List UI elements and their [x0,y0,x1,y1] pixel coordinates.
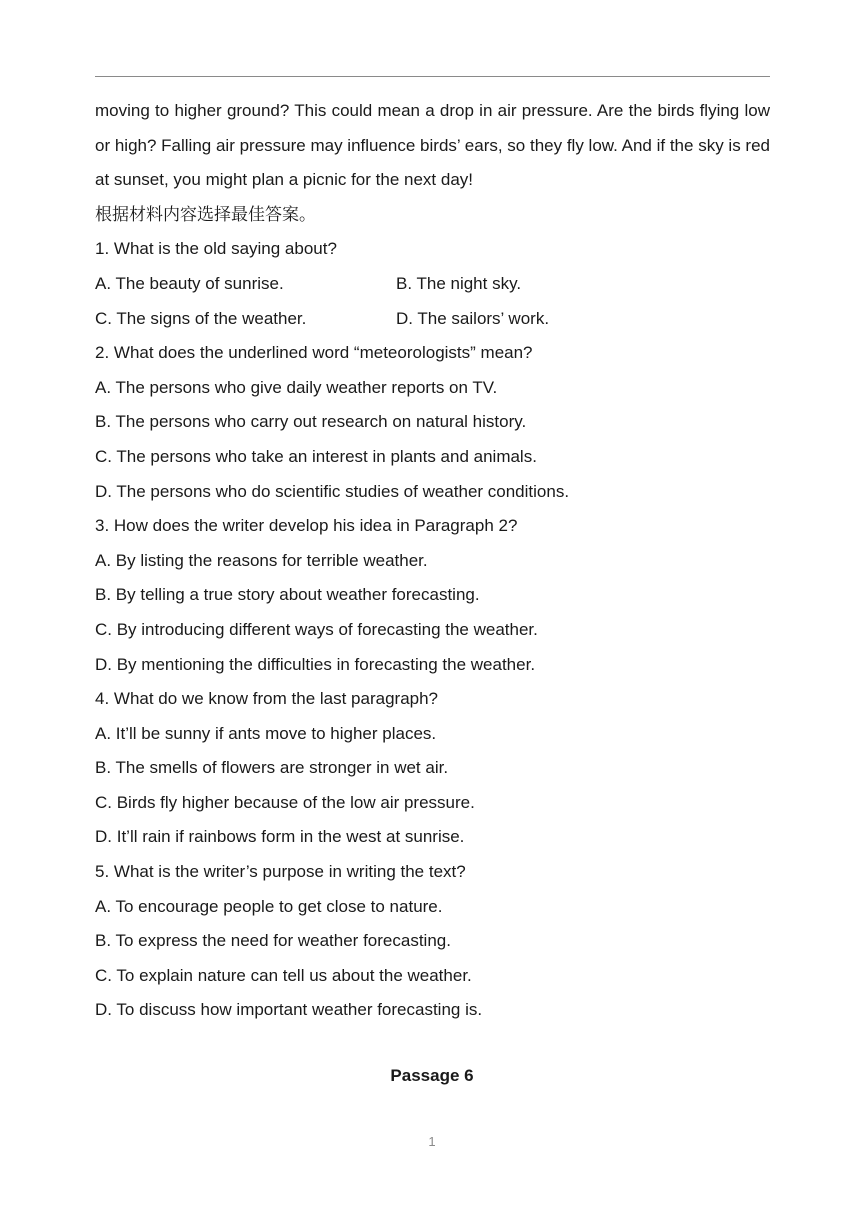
instruction-text: 根据材料内容选择最佳答案。 [95,204,316,224]
option-c: C. To explain nature can tell us about the weather. [95,965,472,985]
question-stem: 5. What is the writer’s purpose in writing the text? [95,862,466,882]
option-a: A. It’ll be sunny if ants move to higher places. [95,723,437,743]
option-c: C. By introducing different ways of forecasting the weather. [95,619,538,639]
option-c: C. Birds fly higher because of the low air pressure. [95,792,475,812]
question-3 [95,509,770,682]
question-stem: 1. What is the old saying about? [95,239,337,259]
question-1 [95,232,770,336]
option-d: D. To discuss how important weather forecasting is. [95,1000,483,1020]
question-stem: 2. What does the underlined word “meteorologists” mean? [95,343,533,363]
question-5 [95,855,770,1028]
question-2 [95,336,770,509]
question-4 [95,682,770,855]
option-c: C. The persons who take an interest in plants and animals. [95,446,537,466]
option-b: B. To express the need for weather forecasting. [95,931,451,951]
option-d: D. The sailors’ work. [396,308,550,328]
option-d: D. It’ll rain if rainbows form in the west at sunrise. [95,827,465,847]
option-a: A. The persons who give daily weather reports on TV. [95,377,498,397]
option-b: B. The night sky. [396,273,522,293]
option-a: A. The beauty of sunrise. [95,273,284,293]
option-a: A. By listing the reasons for terrible weather. [95,550,428,570]
question-stem: 3. How does the writer develop his idea in Paragraph 2? [95,516,518,536]
document-body [95,94,770,1028]
question-stem: 4. What do we know from the last paragraph? [95,689,439,709]
option-a: A. To encourage people to get close to nature. [95,896,443,916]
option-c: C. The signs of the weather. [95,308,307,328]
passage-continuation: moving to higher ground? This could mean a drop in air pressure. Are the birds flying low or high? Falling air pressure may influence birds’ ears, so they fly low. And if the sky is red at sunset, you might plan a picnic for the next day! [95,101,770,190]
page-number: 1 [428,1134,436,1149]
option-b: B. By telling a true story about weather forecasting. [95,585,480,605]
option-d: D. The persons who do scientific studies of weather conditions. [95,481,570,501]
option-row [95,302,770,337]
option-b: B. The persons who carry out research on natural history. [95,412,527,432]
option-b: B. The smells of flowers are stronger in wet air. [95,758,449,778]
header-rule [95,76,770,77]
option-d: D. By mentioning the difficulties in forecasting the weather. [95,654,536,674]
option-row [95,267,770,302]
passage-title: Passage 6 [390,1066,474,1085]
